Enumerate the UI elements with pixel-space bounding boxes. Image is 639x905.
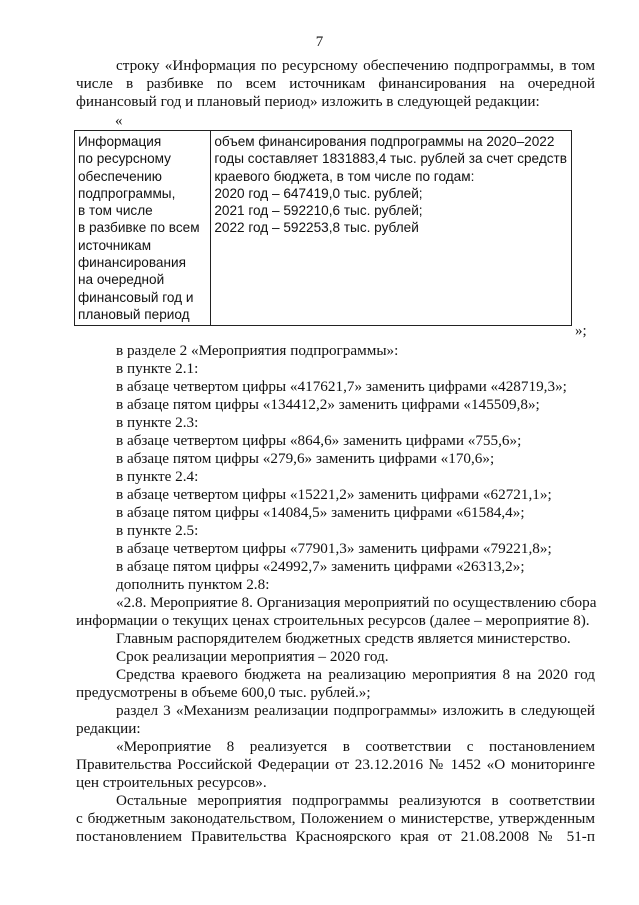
funds-paragraph bbox=[76, 666, 595, 702]
text-line: строку «Информация по ресурсному обеспечению подпрограммы, в том bbox=[116, 57, 595, 74]
cell-line: финансовый год и bbox=[78, 289, 194, 305]
opening-quote: « bbox=[115, 113, 123, 129]
text-line: с бюджетным законодательством, Положением о министерстве, утвержденным bbox=[76, 810, 595, 827]
cell-line: в разбивке по всем bbox=[78, 220, 200, 236]
list-item: в пункте 2.1: bbox=[116, 360, 199, 377]
cell-line: в том числе bbox=[78, 203, 153, 219]
event8-paragraph bbox=[76, 738, 595, 792]
table-label-cell bbox=[75, 131, 211, 326]
list-item: в пункте 2.3: bbox=[116, 414, 199, 431]
text-line: Срок реализации мероприятия – 2020 год. bbox=[116, 648, 389, 665]
table-row bbox=[75, 131, 572, 326]
list-item: в абзаце пятом цифры «14084,5» заменить цифрами «61584,4»; bbox=[116, 504, 525, 521]
text-line: предусмотрены в объеме 600,0 тыс. рублей.»; bbox=[76, 684, 371, 701]
list-item: в абзаце пятом цифры «279,6» заменить цифрами «170,6»; bbox=[116, 450, 495, 467]
cell-line: 2020 год – 647419,0 тыс. рублей; bbox=[214, 185, 423, 201]
text-line: редакции: bbox=[76, 720, 141, 737]
list-item: в абзаце четвертом цифры «417621,7» заменить цифрами «428719,3»; bbox=[116, 378, 567, 395]
funding-info-table bbox=[74, 130, 572, 326]
cell-line: по ресурсному bbox=[78, 151, 171, 167]
cell-line: объем финансирования подпрограммы на 2020–2022 bbox=[214, 134, 555, 149]
deadline-paragraph bbox=[76, 648, 595, 666]
text-line: числе в разбивке по всем источникам финансирования на очередной bbox=[76, 75, 595, 92]
cell-line: годы составляет 1831883,4 тыс. рублей за счет средств bbox=[214, 151, 567, 167]
list-item: дополнить пунктом 2.8: bbox=[116, 576, 270, 593]
text-line: информации о текущих ценах строительных ресурсов (далее – мероприятие 8). bbox=[76, 612, 590, 629]
cell-line: финансирования bbox=[78, 255, 186, 271]
page-number: 7 bbox=[315, 34, 324, 50]
section3-paragraph bbox=[76, 702, 595, 738]
list-item: в разделе 2 «Мероприятия подпрограммы»: bbox=[116, 342, 399, 359]
item-2-8-paragraph bbox=[76, 594, 595, 630]
list-item: в абзаце пятом цифры «134412,2» заменить цифрами «145509,8»; bbox=[116, 396, 540, 413]
list-item: в абзаце четвертом цифры «77901,3» заменить цифрами «79221,8»; bbox=[116, 540, 552, 557]
table-value-cell bbox=[211, 131, 572, 326]
list-item: в абзаце четвертом цифры «864,6» заменить цифрами «755,6»; bbox=[116, 432, 522, 449]
cell-line: подпрограммы, bbox=[78, 185, 176, 201]
list-item: в абзаце четвертом цифры «15221,2» заменить цифрами «62721,1»; bbox=[116, 486, 552, 503]
list-item: в пункте 2.5: bbox=[116, 522, 199, 539]
cell-line: на очередной bbox=[78, 272, 165, 288]
cell-line: краевого бюджета, в том числе по годам: bbox=[214, 168, 475, 184]
cell-line: 2022 год – 592253,8 тыс. рублей bbox=[214, 220, 419, 236]
other-events-paragraph bbox=[76, 792, 595, 846]
list-item: в пункте 2.4: bbox=[116, 468, 199, 485]
text-line: раздел 3 «Механизм реализации подпрограммы» изложить в следующей bbox=[116, 702, 595, 719]
text-line: «2.8. Мероприятие 8. Организация мероприятий по осуществлению сбора bbox=[116, 594, 597, 611]
text-line: «Мероприятие 8 реализуется в соответствии с постановлением bbox=[116, 738, 595, 755]
text-line: Главным распорядителем бюджетных средств является министерство. bbox=[116, 630, 571, 647]
cell-line: Информация bbox=[78, 134, 162, 149]
text-line: постановлением Правительства Красноярского края от 21.08.2008 № 51-п bbox=[76, 828, 595, 845]
amendments-list bbox=[116, 342, 567, 594]
list-item: в абзаце пятом цифры «24992,7» заменить цифрами «26313,2»; bbox=[116, 558, 525, 575]
cell-line: обеспечению bbox=[78, 168, 162, 184]
text-line: Правительства Российской Федерации от 23.12.2016 № 1452 «О мониторинге bbox=[76, 756, 595, 773]
cell-line: 2021 год – 592210,6 тыс. рублей; bbox=[214, 203, 423, 219]
intro-paragraph bbox=[76, 57, 595, 111]
text-line: Остальные мероприятия подпрограммы реализуются в соответствии bbox=[116, 792, 595, 809]
cell-line: источникам bbox=[78, 237, 152, 253]
cell-line: плановый период bbox=[78, 306, 190, 322]
closing-quote: »; bbox=[575, 323, 587, 339]
text-line: цен строительных ресурсов». bbox=[76, 774, 267, 791]
text-line: финансовый год и плановый период» изложить в следующей редакции: bbox=[76, 93, 540, 110]
text-line: Средства краевого бюджета на реализацию мероприятия 8 на 2020 год bbox=[116, 666, 595, 683]
main-manager-paragraph bbox=[76, 630, 595, 648]
